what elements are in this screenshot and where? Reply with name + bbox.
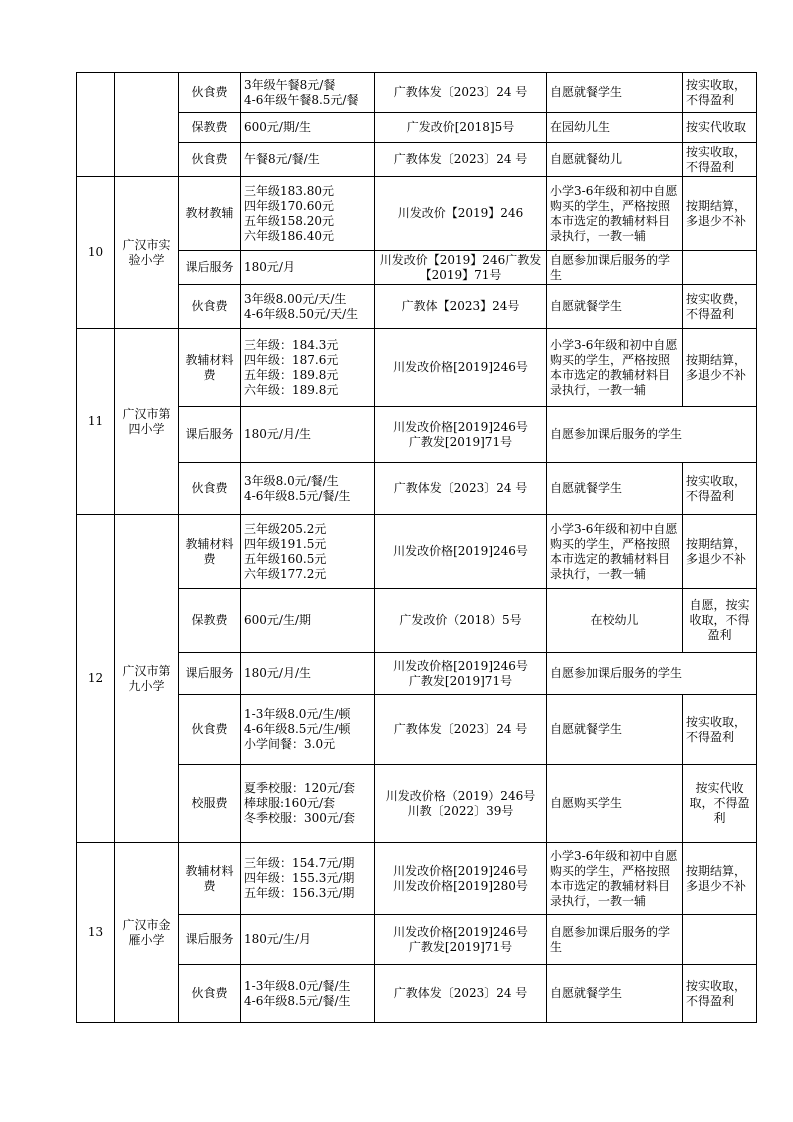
note-cell [683, 915, 757, 965]
table-row [77, 589, 757, 653]
standard-cell: 1-3年级8.0元/餐/生 4-6年级8.5元/餐/生 [241, 965, 375, 1023]
no-cell: 12 [77, 515, 115, 843]
object-cell: 在园幼儿生 [547, 113, 683, 143]
fee-table [76, 72, 757, 1023]
table-row [77, 251, 757, 285]
table-row [77, 329, 757, 407]
doc-cell: 广教体发〔2023〕24 号 [375, 73, 547, 113]
object-cell: 自愿购买学生 [547, 765, 683, 843]
object-cell: 自愿就餐学生 [547, 463, 683, 515]
table-row [77, 695, 757, 765]
note-cell: 按实收取， 不得盈利 [683, 965, 757, 1023]
object-cell [547, 329, 683, 407]
note-cell: 按实代收取 [683, 113, 757, 143]
item-cell: 教辅材料费 [179, 843, 241, 915]
object-cell: 自愿就餐幼儿 [547, 143, 683, 177]
note-cell: 按实收取， 不得盈利 [683, 73, 757, 113]
doc-cell: 川发改价格[2019]246号 广教发[2019]71号 [375, 653, 547, 695]
object-cell: 自愿参加课后服务的学生 [547, 653, 757, 695]
table-row [77, 113, 757, 143]
standard-cell: 三年级：184.3元 四年级：187.6元 五年级：189.8元 六年级：189.8元 [241, 329, 375, 407]
object-cell: 自愿就餐学生 [547, 695, 683, 765]
school-cell [115, 73, 179, 177]
table-row [77, 143, 757, 177]
item-cell: 保教费 [179, 589, 241, 653]
no-cell: 10 [77, 177, 115, 329]
no-cell [77, 73, 115, 177]
object-text: 小学3-6年级和初中自愿购买的学生，严格按照本市选定的教辅材料目录执行，一教一辅 [550, 848, 678, 908]
table-row [77, 915, 757, 965]
item-cell: 教材教辅 [179, 177, 241, 251]
table-row [77, 177, 757, 251]
item-cell: 伙食费 [179, 463, 241, 515]
object-cell [547, 515, 683, 589]
standard-cell: 1-3年级8.0元/生/顿 4-6年级8.5元/生/顿 小学间餐：3.0元 [241, 695, 375, 765]
object-cell: 自愿就餐学生 [547, 285, 683, 329]
item-cell: 课后服务 [179, 251, 241, 285]
object-cell: 在校幼儿 [547, 589, 683, 653]
doc-cell: 川发改价格[2019]246号 广教发[2019]71号 [375, 407, 547, 463]
item-cell: 课后服务 [179, 407, 241, 463]
doc-cell: 川发改价【2019】246 [375, 177, 547, 251]
doc-cell: 广教体发〔2023〕24 号 [375, 695, 547, 765]
object-text: 小学3-6年级和初中自愿购买的学生，严格按照本市选定的教辅材料目录执行，一教一辅 [550, 337, 678, 397]
table-row [77, 73, 757, 113]
table-row [77, 515, 757, 589]
item-cell: 校服费 [179, 765, 241, 843]
standard-cell: 夏季校服：120元/套 棒球服:160元/套 冬季校服：300元/套 [241, 765, 375, 843]
school-cell: 广汉市金 雁小学 [115, 843, 179, 1023]
note-cell: 按实收取， 不得盈利 [683, 143, 757, 177]
note-cell: 按实代收 取，不得盈 利 [683, 765, 757, 843]
object-cell: 自愿参加课后服务的学生 [547, 407, 757, 463]
doc-cell: 川发改价格[2019]246号 广教发[2019]71号 [375, 915, 547, 965]
table-row [77, 843, 757, 915]
item-cell: 课后服务 [179, 653, 241, 695]
note-cell: 按期结算， 多退少不补 [683, 177, 757, 251]
table-row [77, 463, 757, 515]
note-cell: 按期结算， 多退少不补 [683, 843, 757, 915]
no-cell: 11 [77, 329, 115, 515]
item-cell: 伙食费 [179, 695, 241, 765]
doc-cell: 川发改价格[2019]246号 川发改价格[2019]280号 [375, 843, 547, 915]
object-cell: 自愿参加课后服务的学生 [547, 251, 683, 285]
item-cell: 教辅材料费 [179, 329, 241, 407]
object-cell: 自愿就餐学生 [547, 965, 683, 1023]
doc-cell: 川发改价格（2019）246号 川教〔2022〕39号 [375, 765, 547, 843]
doc-cell: 广教体发〔2023〕24 号 [375, 965, 547, 1023]
school-cell: 广汉市实 验小学 [115, 177, 179, 329]
item-cell: 教辅材料费 [179, 515, 241, 589]
table-row [77, 285, 757, 329]
standard-cell: 180元/月/生 [241, 653, 375, 695]
doc-cell: 广教体发〔2023〕24 号 [375, 143, 547, 177]
standard-cell: 3年级8.0元/餐/生 4-6年级8.5元/餐/生 [241, 463, 375, 515]
standard-cell: 3年级午餐8元/餐 4-6年级午餐8.5元/餐 [241, 73, 375, 113]
item-cell: 保教费 [179, 113, 241, 143]
item-cell: 伙食费 [179, 965, 241, 1023]
standard-cell: 600元/期/生 [241, 113, 375, 143]
standard-cell: 600元/生/期 [241, 589, 375, 653]
standard-cell: 3年级8.00元/天/生 4-6年级8.50元/天/生 [241, 285, 375, 329]
item-cell: 伙食费 [179, 143, 241, 177]
table-row [77, 965, 757, 1023]
note-cell: 按实收费， 不得盈利 [683, 285, 757, 329]
table-row [77, 407, 757, 463]
standard-cell: 180元/月/生 [241, 407, 375, 463]
doc-cell: 广教体【2023】24号 [375, 285, 547, 329]
standard-cell: 180元/月 [241, 251, 375, 285]
table-row [77, 765, 757, 843]
doc-cell: 川发改价格[2019]246号 [375, 515, 547, 589]
item-cell: 伙食费 [179, 73, 241, 113]
object-text: 小学3-6年级和初中自愿购买的学生，严格按照本市选定的教辅材料目录执行，一教一辅 [550, 521, 678, 581]
doc-cell: 川发改价格[2019]246号 [375, 329, 547, 407]
note-cell [683, 251, 757, 285]
object-cell [547, 177, 683, 251]
school-cell: 广汉市第 四小学 [115, 329, 179, 515]
note-cell: 按期结算， 多退少不补 [683, 329, 757, 407]
doc-cell: 广发改价[2018]5号 [375, 113, 547, 143]
item-cell: 课后服务 [179, 915, 241, 965]
standard-cell: 三年级183.80元 四年级170.60元 五年级158.20元 六年级186.40元 [241, 177, 375, 251]
item-cell: 伙食费 [179, 285, 241, 329]
standard-cell: 180元/生/月 [241, 915, 375, 965]
doc-cell: 广教体发〔2023〕24 号 [375, 463, 547, 515]
standard-cell: 午餐8元/餐/生 [241, 143, 375, 177]
note-cell: 自愿，按实 收取，不得 盈利 [683, 589, 757, 653]
object-cell: 自愿参加课后服务的学生 [547, 915, 683, 965]
note-cell: 按期结算， 多退少不补 [683, 515, 757, 589]
note-cell: 按实收取， 不得盈利 [683, 695, 757, 765]
standard-cell: 三年级：154.7元/期 四年级：155.3元/期 五年级：156.3元/期 [241, 843, 375, 915]
object-cell [547, 843, 683, 915]
doc-cell: 广发改价（2018）5号 [375, 589, 547, 653]
standard-cell: 三年级205.2元 四年级191.5元 五年级160.5元 六年级177.2元 [241, 515, 375, 589]
object-text: 小学3-6年级和初中自愿购买的学生，严格按照本市选定的教辅材料目录执行，一教一辅 [550, 183, 678, 243]
fee-table-sheet [76, 72, 757, 1023]
note-cell: 按实收取， 不得盈利 [683, 463, 757, 515]
object-cell: 自愿就餐学生 [547, 73, 683, 113]
school-cell: 广汉市第 九小学 [115, 515, 179, 843]
no-cell: 13 [77, 843, 115, 1023]
doc-cell: 川发改价【2019】246广教发【2019】71号 [375, 251, 547, 285]
table-row [77, 653, 757, 695]
